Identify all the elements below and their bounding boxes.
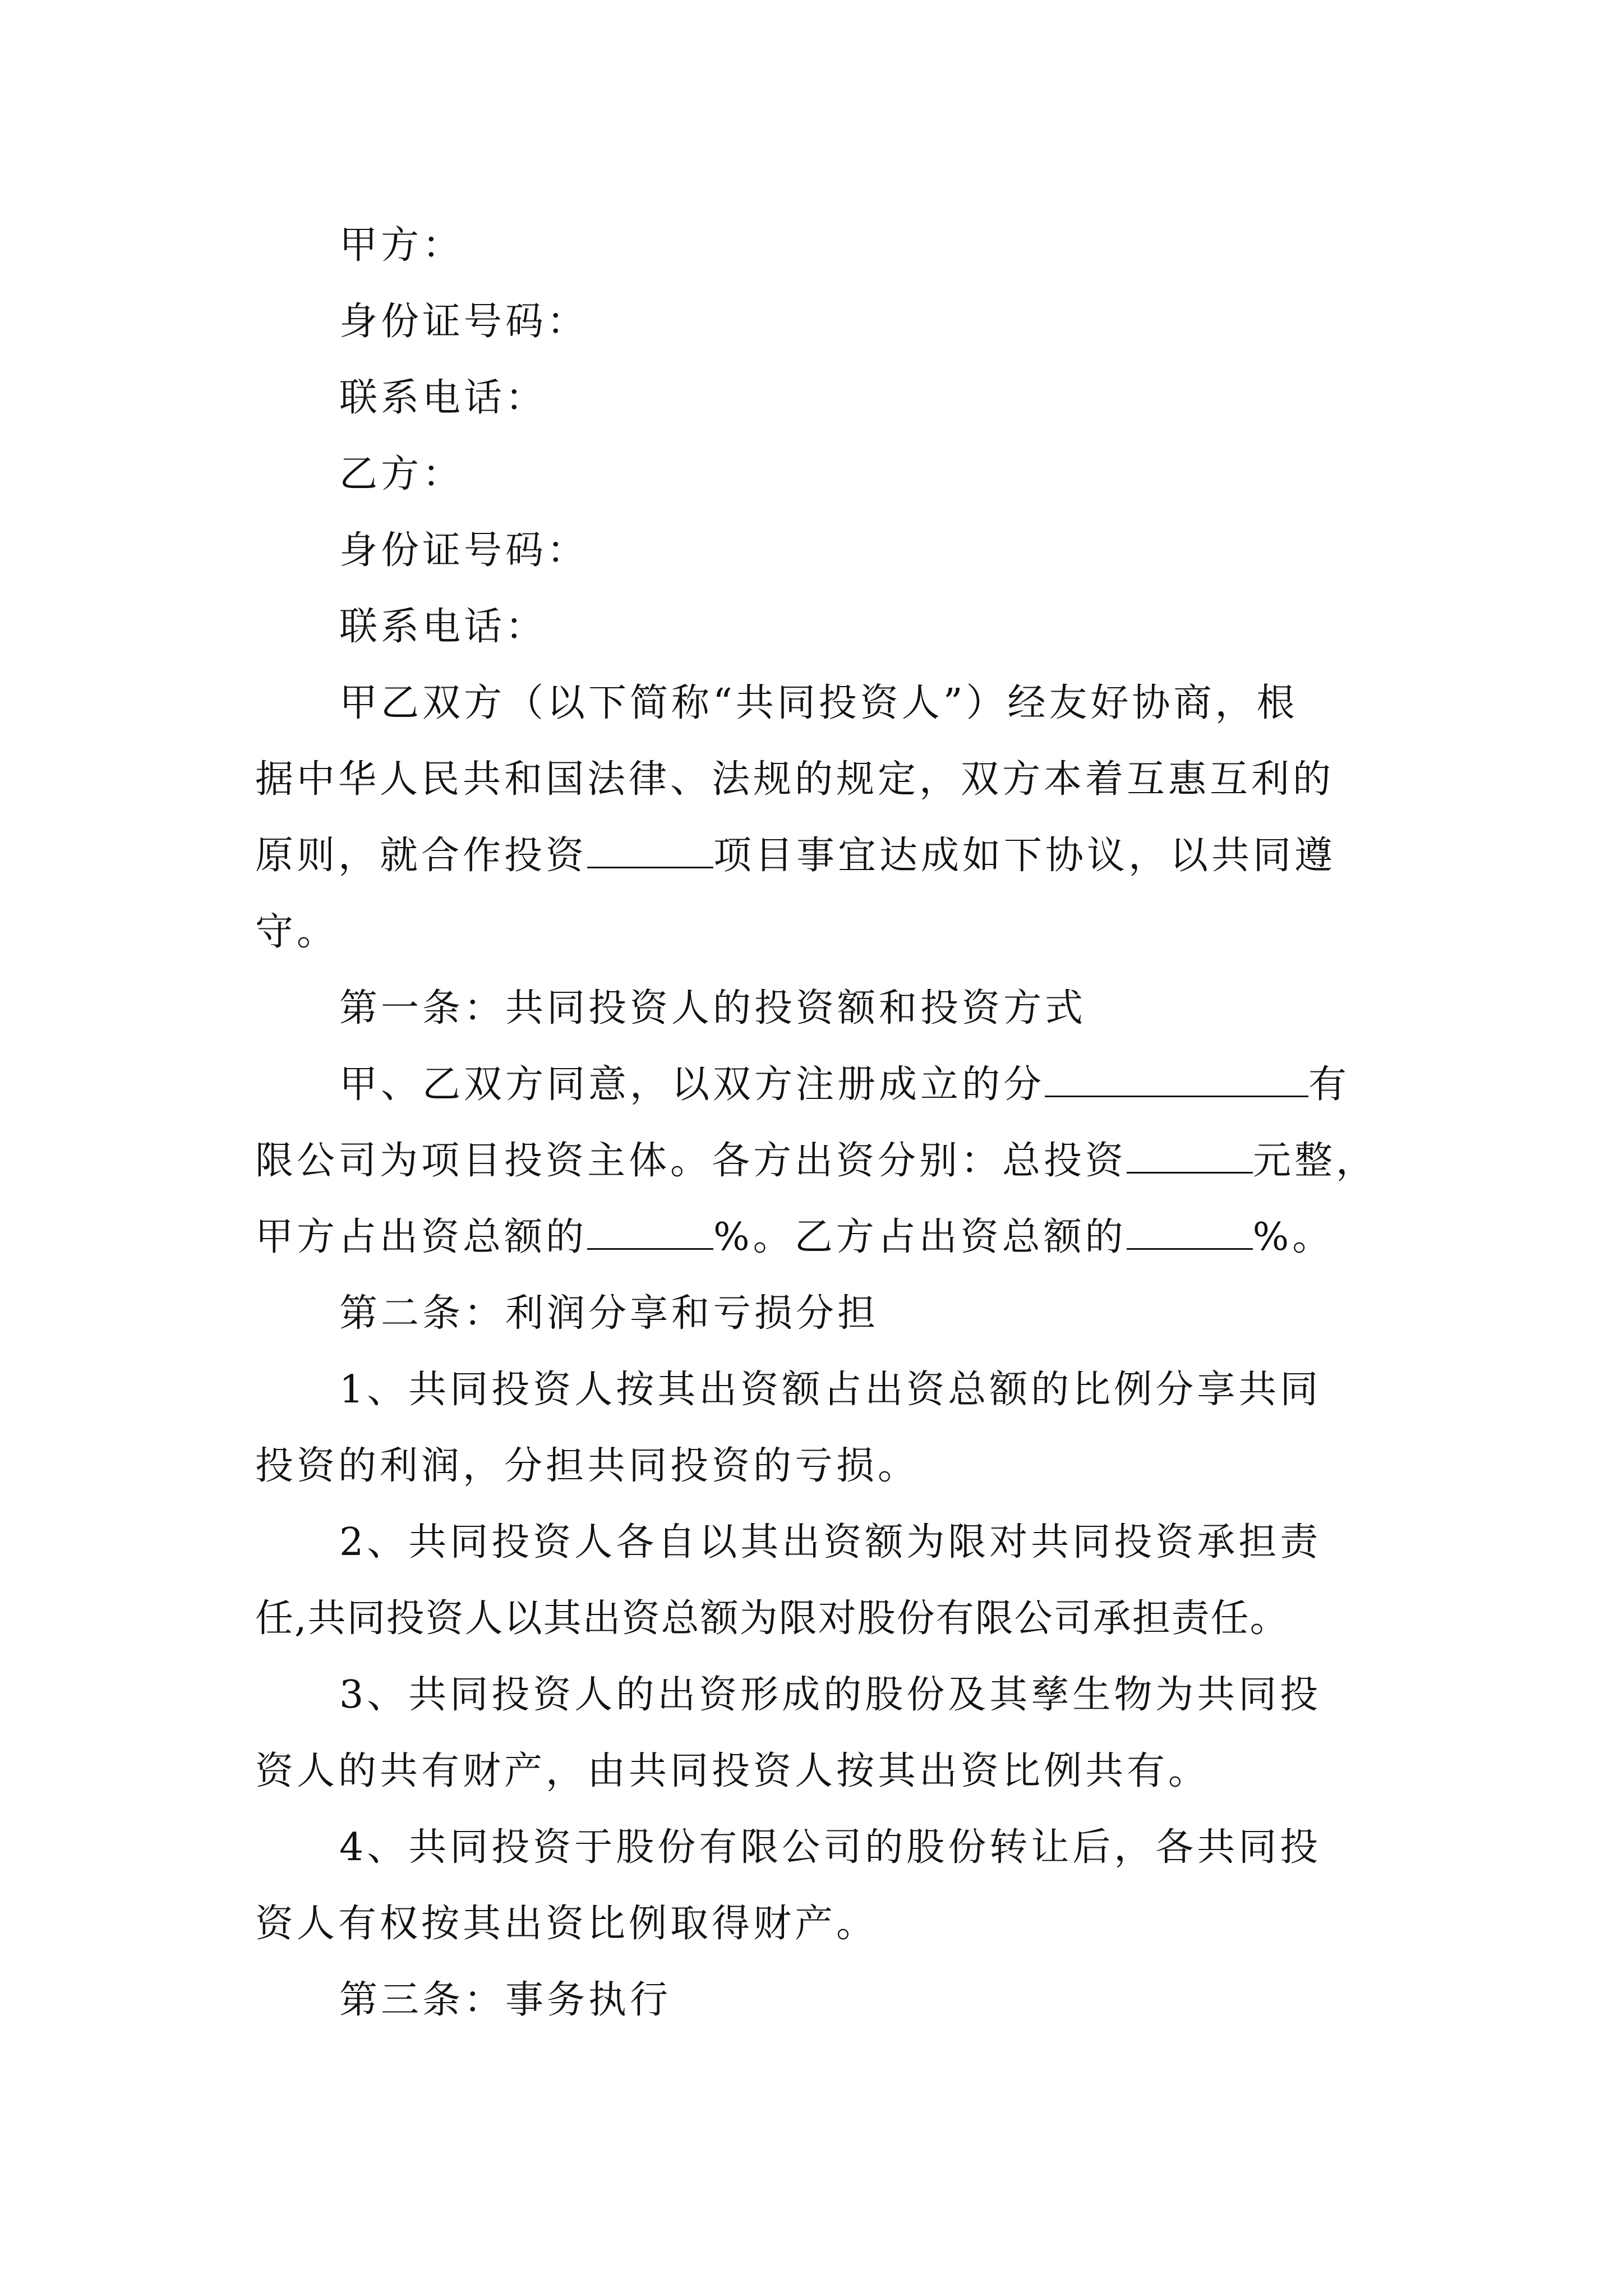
- article-2-item-1-line-1: 1、共同投资人按其出资额占出资总额的比例分享共同: [339, 1368, 1322, 1412]
- article-2-title: 第二条：利润分享和亏损分担: [339, 1291, 879, 1336]
- preamble-line-4: 守。: [255, 910, 339, 954]
- project-name-blank[interactable]: [587, 833, 713, 868]
- preamble-text: 项目事宜达成如下协议，以共同遵: [713, 834, 1336, 878]
- company-name-blank[interactable]: [1045, 1062, 1308, 1097]
- article-2-item-2-line-2: 任,共同投资人以其出资总额为限对股份有限公司承担责任。: [255, 1596, 1289, 1641]
- article-2-item-3-line-2: 资人的共有财产，由共同投资人按其出资比例共有。: [255, 1749, 1210, 1793]
- article-3-title: 第三条：事务执行: [339, 1978, 672, 2022]
- preamble-line-2: 据中华人民共和国法律、法规的规定，双方本着互惠互利的: [255, 757, 1335, 802]
- document-body: [255, 208, 1377, 2039]
- preamble-line-3: [255, 818, 1377, 894]
- article-1-text: 甲、乙双方同意，以双方注册成立的分: [339, 1062, 1045, 1107]
- party-a-phone-label: 联系电话：: [339, 376, 547, 420]
- preamble-line-1: 甲乙双方（以下简称“共同投资人”）经友好协商，根: [339, 681, 1298, 725]
- article-2-item-3-line-1: 3、共同投资人的出资形成的股份及其孳生物为共同投: [339, 1673, 1322, 1717]
- article-1-text: %。乙方占出资总额的: [713, 1215, 1127, 1259]
- article-2-item-1-line-2: 投资的利润，分担共同投资的亏损。: [255, 1444, 920, 1488]
- article-1-line-1: [255, 1047, 1377, 1123]
- party-b-label: 乙方：: [339, 452, 464, 496]
- party-a-id-label: 身份证号码：: [339, 300, 589, 344]
- party-b-id-label: 身份证号码：: [339, 528, 589, 573]
- article-1-text: 有: [1308, 1062, 1350, 1107]
- total-investment-blank[interactable]: [1127, 1138, 1253, 1174]
- article-1-text: 限公司为项目投资主体。各方出资分别：总投资: [255, 1139, 1127, 1183]
- article-2-item-4-line-2: 资人有权按其出资比例取得财产。: [255, 1902, 878, 1946]
- article-1-line-3: [255, 1199, 1377, 1276]
- party-b-share-blank[interactable]: [1127, 1214, 1253, 1250]
- article-2-item-4-line-1: 4、共同投资于股份有限公司的股份转让后，各共同投: [339, 1825, 1322, 1870]
- party-b-phone-label: 联系电话：: [339, 605, 547, 649]
- party-a-share-blank[interactable]: [587, 1214, 713, 1250]
- article-1-text: %。: [1252, 1215, 1334, 1259]
- party-a-label: 甲方：: [339, 223, 464, 268]
- article-1-text: 甲方占出资总额的: [255, 1215, 588, 1259]
- preamble-text: 原则，就合作投资: [255, 834, 588, 878]
- article-1-line-2: [255, 1123, 1377, 1199]
- article-1-text: 元整，: [1253, 1139, 1378, 1183]
- article-2-item-2-line-1: 2、共同投资人各自以其出资额为限对共同投资承担责: [339, 1520, 1322, 1565]
- article-1-title: 第一条：共同投资人的投资额和投资方式: [339, 986, 1087, 1030]
